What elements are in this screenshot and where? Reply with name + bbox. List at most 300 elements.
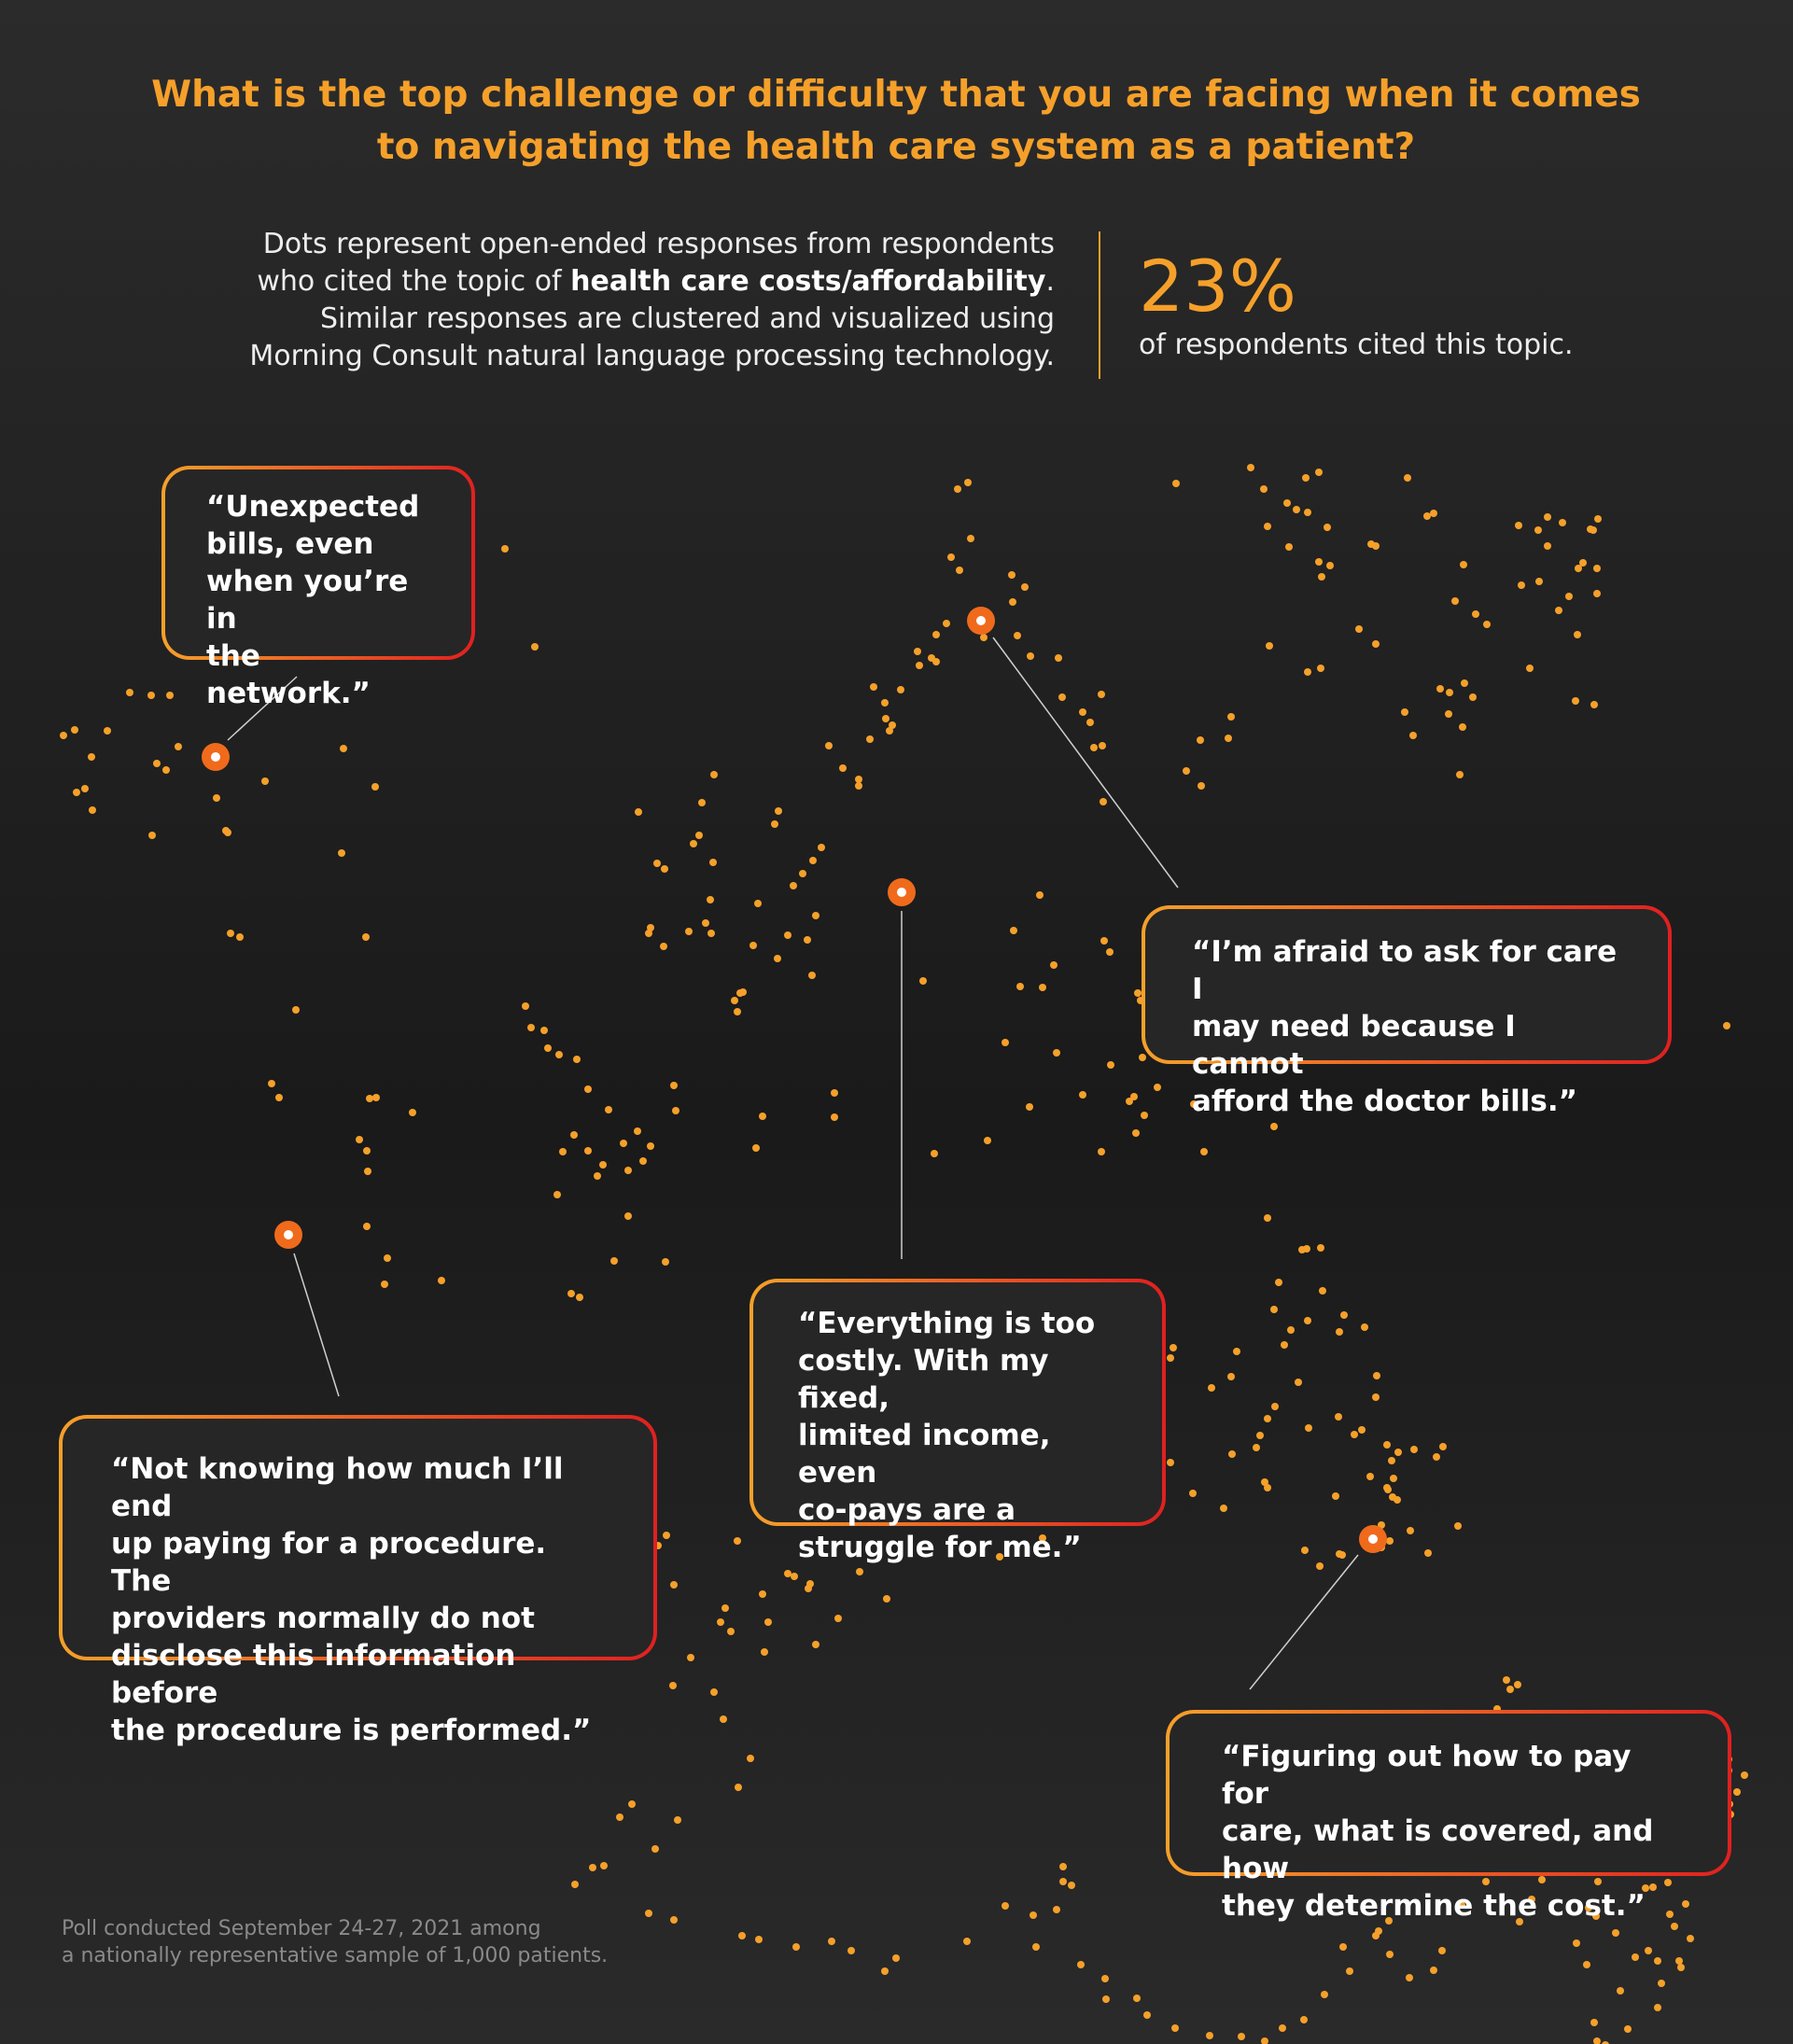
quote-line: “Unexpected (206, 490, 420, 524)
response-dot (573, 1056, 581, 1063)
response-dot (1133, 1995, 1141, 2002)
quote-line: they determine the cost.” (1222, 1889, 1646, 1923)
response-dot (1099, 742, 1106, 749)
response-dot (1317, 665, 1324, 672)
response-dot (1079, 1091, 1086, 1099)
response-dot (1409, 732, 1417, 739)
response-dot (734, 1537, 741, 1545)
response-dot (919, 977, 927, 985)
response-dot (831, 1089, 838, 1097)
response-dot (967, 535, 974, 542)
response-dot (584, 1085, 592, 1093)
response-dot (88, 753, 95, 761)
response-dot (645, 1910, 652, 1917)
response-dot (1373, 1372, 1380, 1379)
response-dot (1472, 610, 1479, 618)
response-dot (1383, 1484, 1391, 1491)
response-dot (784, 931, 791, 939)
response-dot (866, 735, 874, 743)
response-dot (764, 1618, 772, 1626)
response-dot (1687, 1935, 1694, 1942)
response-dot (1579, 559, 1587, 567)
response-dot (1100, 937, 1108, 945)
response-dot (1733, 1788, 1741, 1796)
response-dot (954, 485, 961, 493)
response-dot (1358, 1426, 1366, 1434)
response-dot (438, 1277, 445, 1284)
response-dot (984, 1137, 991, 1144)
response-dot (227, 930, 234, 937)
response-dot (1233, 1348, 1240, 1355)
response-dot (812, 912, 819, 919)
response-dot (1167, 1354, 1174, 1362)
response-dot (104, 727, 111, 735)
response-dot (1106, 948, 1114, 956)
response-dot (531, 643, 539, 651)
response-dot (1430, 510, 1437, 517)
response-dot (60, 732, 67, 739)
response-dot (1446, 689, 1453, 696)
response-dot (1293, 506, 1300, 513)
response-dot (735, 1784, 742, 1791)
response-dot (1261, 2037, 1268, 2044)
response-dot (1361, 1323, 1368, 1331)
response-dot (883, 1595, 890, 1603)
response-dot (1483, 621, 1491, 628)
response-dot (1535, 578, 1543, 585)
response-dot (1503, 1676, 1510, 1684)
response-dot (1351, 1431, 1358, 1438)
response-dot (1346, 1967, 1353, 1975)
response-dot (1741, 1771, 1748, 1779)
response-dot (620, 1140, 627, 1147)
response-dot (1445, 710, 1452, 718)
response-dot (1593, 565, 1601, 572)
response-dot (1059, 1863, 1067, 1870)
response-dot (752, 1144, 760, 1152)
response-dot (1302, 474, 1310, 482)
response-dot (1654, 2004, 1661, 2011)
response-dot (372, 1094, 380, 1101)
response-dot (1010, 927, 1017, 934)
response-dot (687, 1654, 694, 1661)
response-dot (670, 1916, 678, 1924)
response-dot (1406, 1974, 1413, 1981)
response-dot (1227, 713, 1235, 721)
response-dot (1228, 1450, 1236, 1458)
response-dot (1583, 1961, 1590, 1968)
response-dot (1593, 2037, 1601, 2044)
response-dot (734, 1008, 741, 1015)
response-dot (1593, 590, 1601, 597)
response-dot (1304, 509, 1311, 516)
response-dot (1456, 771, 1464, 778)
response-dot (1287, 1326, 1295, 1334)
response-dot (1544, 513, 1551, 521)
response-dot (635, 808, 642, 816)
response-dot (275, 1094, 283, 1101)
response-dot (1461, 679, 1468, 687)
response-dot (1055, 654, 1062, 662)
response-dot (674, 1816, 681, 1824)
response-dot (175, 743, 182, 750)
response-dot (1198, 782, 1205, 790)
response-dot (825, 742, 833, 749)
response-dot (1189, 1490, 1197, 1497)
response-dot (224, 829, 231, 836)
response-dot (1101, 1975, 1109, 1982)
response-dot (943, 620, 950, 627)
leader-line-afraid-to-ask (993, 637, 1178, 888)
quote-line: the procedure is performed.” (111, 1714, 592, 1747)
response-dot (809, 857, 817, 864)
response-dot (1407, 1527, 1414, 1534)
response-dot (870, 683, 877, 691)
response-dot (1172, 480, 1180, 487)
response-dot (1324, 524, 1331, 531)
response-dot (1260, 485, 1268, 493)
response-dot (571, 1881, 579, 1888)
response-dot (670, 1581, 678, 1589)
response-dot (759, 1113, 766, 1120)
footnote-line-1: Poll conducted September 24-27, 2021 among (62, 1917, 541, 1940)
response-dot (1098, 691, 1105, 698)
response-dot (599, 1161, 607, 1169)
quote-line: “I’m afraid to ask for care I (1192, 935, 1618, 1006)
response-dot (1518, 581, 1525, 589)
quote-callout-not-knowing (59, 1415, 657, 1747)
response-dot (1559, 519, 1566, 526)
quote-callout-unexpected-bills (161, 466, 475, 710)
response-dot (1318, 573, 1325, 581)
response-dot (1454, 1522, 1462, 1530)
response-dot (808, 972, 816, 979)
response-dot (707, 930, 715, 937)
response-dot (340, 745, 347, 752)
response-dot (589, 1864, 596, 1871)
response-dot (1372, 542, 1380, 550)
quote-text (206, 488, 430, 712)
response-dot (261, 777, 269, 785)
response-dot (1298, 1246, 1306, 1253)
response-dot (1565, 593, 1573, 600)
response-dot (162, 766, 170, 774)
response-dot (1355, 625, 1363, 633)
quote-line: may need because I cannot (1192, 1010, 1516, 1081)
response-dot (292, 1006, 300, 1014)
quote-line: providers normally do not (111, 1602, 535, 1635)
response-dot (720, 1715, 727, 1723)
quote-line: when you’re in (206, 565, 409, 636)
response-dot (1059, 1878, 1067, 1885)
leader-line-not-knowing (294, 1253, 339, 1396)
response-dot (1515, 522, 1522, 529)
response-dot (610, 1257, 618, 1265)
response-dot (1008, 571, 1016, 579)
response-dot (1171, 2024, 1179, 2032)
response-dot (1238, 2033, 1245, 2040)
response-dot (1183, 767, 1190, 775)
quote-callout-too-costly (749, 1279, 1166, 1564)
response-dot (1300, 2016, 1308, 2023)
response-dot (570, 1131, 578, 1139)
response-dot (1401, 708, 1408, 716)
quote-line: costly. With my fixed, (798, 1344, 1049, 1415)
quote-text (1192, 933, 1627, 1120)
quote-text (1222, 1738, 1687, 1925)
response-dot (584, 1147, 592, 1155)
quote-line: “Figuring out how to pay for (1222, 1740, 1632, 1811)
response-dot (1460, 561, 1467, 568)
response-dot (1675, 1957, 1683, 1965)
response-dot (1410, 1446, 1418, 1453)
quote-callout-figuring-out (1166, 1710, 1731, 1923)
response-dot (1372, 640, 1380, 648)
response-dot (559, 1148, 567, 1155)
response-dot (963, 1938, 971, 1945)
response-dot (366, 1095, 373, 1102)
poll-footnote (62, 1915, 608, 1969)
response-dot (1167, 1459, 1174, 1466)
response-dot (1098, 1148, 1105, 1155)
response-dot (1016, 983, 1024, 990)
quote-line: bills, even (206, 527, 374, 561)
response-dot (738, 1932, 746, 1939)
response-dot (501, 545, 509, 553)
response-dot (1590, 701, 1598, 708)
response-dot (1336, 1328, 1343, 1336)
response-dot (71, 726, 78, 734)
response-dot (624, 1212, 632, 1220)
response-dot (710, 1688, 718, 1696)
response-dot (1386, 1537, 1394, 1545)
response-dot (540, 1027, 548, 1034)
quote-line: afford the doctor bills.” (1192, 1085, 1578, 1118)
response-dot (1423, 512, 1431, 520)
response-dot (889, 721, 896, 729)
response-dot (792, 1943, 800, 1951)
response-dot (660, 943, 667, 950)
response-dot (702, 919, 709, 927)
response-dot (1390, 1475, 1397, 1482)
chart-title: What is the top challenge or difficulty that you are facing when it comes to navigating the health care system as a patient? (151, 74, 1641, 168)
response-dot (727, 1628, 735, 1635)
response-dot (799, 870, 806, 877)
response-dot (721, 1604, 729, 1612)
response-dot (567, 1290, 575, 1297)
quote-line: co-pays are a (798, 1493, 1016, 1527)
response-dot (736, 989, 744, 997)
quote-line: care, what is covered, and how (1222, 1814, 1654, 1885)
response-dot (1506, 1686, 1514, 1693)
description-line-4: Morning Consult natural language processing technology. (249, 340, 1055, 372)
response-dot (1170, 1344, 1177, 1351)
response-dot (759, 1590, 766, 1598)
response-dot (1321, 1991, 1328, 1998)
response-dot (384, 1254, 391, 1262)
response-dot (634, 1127, 641, 1135)
response-dot (1086, 719, 1094, 726)
response-dot (363, 1223, 371, 1230)
response-dot (1050, 961, 1058, 969)
response-dot (645, 930, 652, 937)
response-dot (774, 955, 781, 962)
response-dot (1315, 469, 1323, 476)
description-line-3: Similar responses are clustered and visualized using (320, 302, 1055, 335)
response-dot (1279, 2024, 1286, 2032)
quote-line: limited income, even (798, 1419, 1051, 1490)
response-dot (1227, 1373, 1235, 1380)
response-dot (1027, 652, 1034, 660)
leader-line-figuring-out (1250, 1555, 1358, 1689)
response-dot (371, 783, 379, 791)
response-dot (1256, 1432, 1264, 1439)
stat-percentage: 23% (1139, 245, 1296, 328)
response-dot (1383, 1441, 1391, 1449)
response-dot (1372, 1393, 1380, 1401)
response-dot (1544, 542, 1551, 550)
response-dot (1009, 598, 1016, 606)
response-dot (698, 799, 706, 806)
response-dot (89, 806, 96, 814)
response-dot (1388, 1457, 1395, 1464)
response-dot (338, 849, 345, 857)
response-dot (1036, 891, 1044, 899)
response-dot (81, 785, 89, 792)
response-dot (1139, 1054, 1146, 1061)
response-dot (1612, 1929, 1619, 1937)
response-dot (1574, 631, 1581, 638)
quote-line: the network.” (206, 639, 371, 710)
response-dot (709, 859, 717, 866)
response-dot (1077, 1961, 1085, 1968)
response-dot (1555, 607, 1562, 614)
response-dot (527, 1024, 535, 1031)
response-dot (916, 662, 923, 669)
response-dot (1677, 1964, 1685, 1971)
response-dot (1058, 693, 1066, 701)
response-dot (1723, 1022, 1730, 1029)
response-dot (1335, 1413, 1342, 1421)
response-dot (1632, 1953, 1639, 1961)
response-dot (882, 715, 889, 722)
response-dot (1386, 1951, 1394, 1958)
response-dot (690, 840, 697, 847)
response-dot (1271, 1403, 1279, 1410)
response-dot (555, 1051, 563, 1058)
response-dot (662, 1258, 669, 1266)
response-dot (931, 1150, 938, 1157)
response-dot (73, 789, 80, 796)
response-dot (1002, 1039, 1009, 1046)
response-dot (1305, 1424, 1312, 1432)
response-dot (1261, 1478, 1268, 1486)
quote-line: struggle for me.” (798, 1531, 1082, 1564)
response-dot (1026, 1103, 1033, 1111)
description-line-1: Dots represent open-ended responses from respondents (262, 228, 1055, 260)
response-dot (1264, 1415, 1271, 1422)
response-dot (147, 692, 155, 699)
response-dot (964, 479, 972, 486)
response-dot (1102, 1995, 1110, 2003)
response-dot (1404, 474, 1411, 482)
response-dot (1197, 736, 1204, 744)
response-dot (1436, 685, 1444, 693)
footnote-line-2: a nationally representative sample of 1,000 patients. (62, 1944, 609, 1967)
response-dot (1316, 1562, 1324, 1570)
response-dot (663, 1532, 670, 1539)
response-dot (356, 1136, 363, 1143)
response-dot (1134, 989, 1142, 997)
response-dot (1270, 1123, 1278, 1130)
response-dot (1039, 984, 1046, 991)
response-dot (268, 1080, 275, 1087)
response-dot (897, 686, 904, 693)
response-dot (1247, 464, 1254, 471)
response-dot (1021, 583, 1029, 591)
response-dot (855, 776, 862, 783)
response-dot (755, 1936, 763, 1943)
response-dot (553, 1191, 561, 1198)
response-dot (1304, 668, 1311, 676)
description-line-2a: who cited the topic of (257, 265, 571, 298)
quote-text (111, 1450, 612, 1749)
response-dot (1658, 1980, 1665, 1987)
response-dot (213, 794, 220, 802)
response-dot (1514, 1681, 1521, 1688)
response-dot (522, 1002, 529, 1010)
response-dot (1654, 1957, 1661, 1965)
response-dot (126, 689, 133, 696)
response-dot (594, 1172, 601, 1180)
response-dot (1590, 526, 1597, 534)
response-dot (1624, 2025, 1632, 2033)
response-dot (153, 760, 161, 767)
response-dot (1107, 1061, 1114, 1069)
quote-text (798, 1305, 1121, 1566)
quote-line: “Everything is too (798, 1307, 1096, 1340)
response-dot (1154, 1084, 1161, 1091)
response-dot (710, 771, 718, 778)
response-dot (731, 997, 738, 1004)
response-dot (818, 844, 825, 851)
response-dot (1068, 1882, 1075, 1889)
response-dot (1459, 723, 1466, 731)
response-dot (1645, 1947, 1652, 1954)
response-dot (628, 1800, 636, 1808)
response-dot (771, 820, 778, 828)
response-dot (881, 1967, 889, 1975)
response-dot (1143, 2011, 1151, 2019)
response-dot (236, 933, 244, 941)
response-dot (1132, 1129, 1140, 1137)
response-dot (653, 860, 661, 867)
quote-line: disclose this information before (111, 1639, 516, 1710)
highlighted-response-dot-center (976, 616, 986, 625)
response-dot (669, 1682, 677, 1689)
response-dot (1317, 1244, 1324, 1252)
response-dot (1590, 2019, 1598, 2026)
response-dot (1208, 1384, 1215, 1392)
response-dot (1338, 1551, 1346, 1559)
response-dot (651, 1845, 659, 1853)
response-dot (1339, 1943, 1347, 1951)
response-dot (1319, 1287, 1326, 1295)
response-dot (1130, 1093, 1138, 1100)
response-dot (1266, 642, 1273, 650)
response-dot (932, 658, 940, 665)
response-dot (1295, 1379, 1302, 1386)
